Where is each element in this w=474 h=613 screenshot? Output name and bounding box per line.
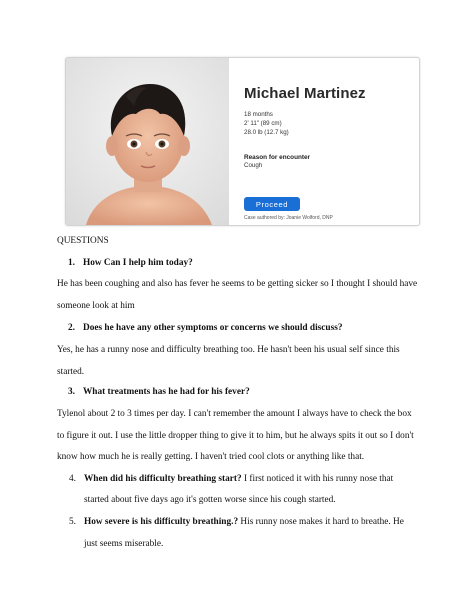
question-text: What treatments has he had for his fever?: [83, 387, 250, 397]
reason-value: Cough: [244, 162, 263, 169]
question-text: When did his difficulty breathing start?: [84, 474, 242, 484]
answer-line: to figure it out. I use the little dropper thing to give it to him, but he always spits it out so I don't: [57, 431, 414, 441]
patient-info: [244, 58, 414, 225]
patient-weight: 28.0 lb (12.7 kg): [244, 129, 289, 136]
answer-line: Tylenol about 2 to 3 times per day. I can't remember the amount I always have to check the box: [57, 409, 412, 419]
answer-line: He has been coughing and also has fever he seems to be getting sicker so I thought I should have: [57, 279, 418, 289]
answer-line: know how much he is really getting. I haven't tried cool clots or anything like that.: [57, 452, 365, 462]
question-text: How severe is his difficulty breathing.?: [84, 517, 239, 527]
answer-line: Yes, he has a runny nose and difficulty breathing too. He hasn't been his usual self since this: [57, 345, 400, 355]
patient-name: Michael Martinez: [244, 85, 366, 102]
answer-line: started about five days ago it's gotten worse since his cough started.: [84, 495, 336, 505]
question-number: 3.: [68, 387, 75, 397]
question-text: How Can I help him today?: [83, 258, 193, 268]
question-text: Does he have any other symptoms or concerns we should discuss?: [83, 323, 343, 333]
answer-line: just seems miserable.: [84, 539, 164, 549]
patient-card: [65, 57, 420, 226]
patient-photo: [66, 58, 229, 225]
answer-inline: I first noticed it with his runny nose that: [241, 474, 394, 484]
case-author: Case authored by: Joanie Wolford, DNP: [244, 215, 333, 221]
question-number: 4.: [69, 474, 76, 484]
question-line: [84, 517, 404, 527]
answer-inline: His runny nose makes it hard to breathe. He: [238, 517, 404, 527]
question-line: [84, 474, 393, 484]
proceed-button[interactable]: Proceed: [244, 197, 300, 211]
reason-label: Reason for encounter: [244, 154, 311, 161]
patient-height: 2' 11" (89 cm): [244, 120, 282, 127]
question-number: 2.: [68, 323, 75, 333]
question-number: 5.: [69, 517, 76, 527]
answer-line: someone look at him: [57, 301, 135, 311]
patient-age: 18 months: [244, 111, 273, 118]
answer-line: started.: [57, 367, 85, 377]
question-number: 1.: [68, 258, 75, 268]
questions-heading: QUESTIONS: [57, 236, 109, 246]
